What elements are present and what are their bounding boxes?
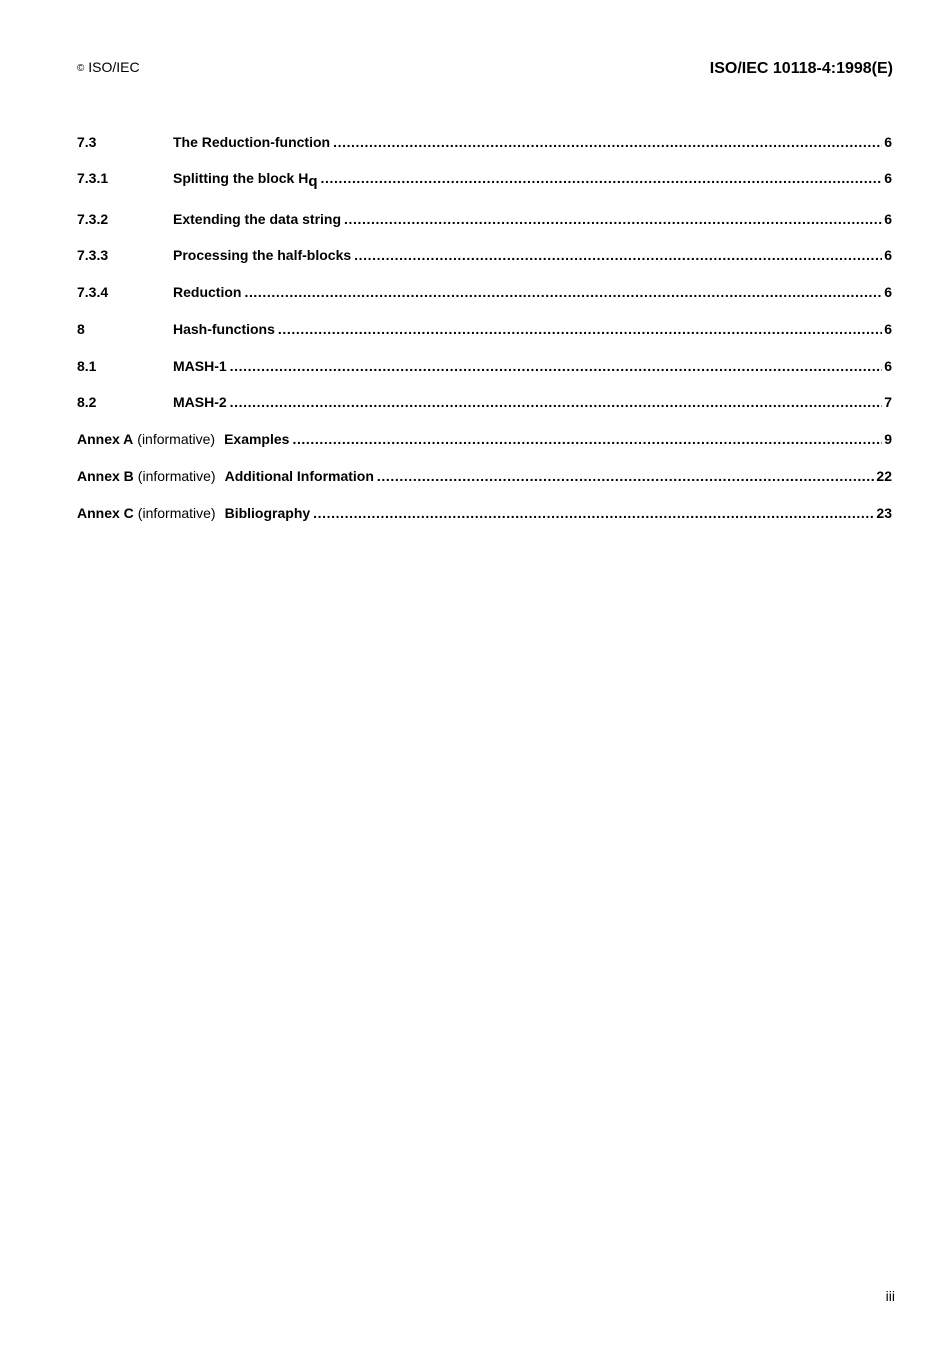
toc-entry-title (173, 168, 318, 188)
header-owner: ISO/IEC (88, 59, 140, 75)
toc-entry-page: 6 (884, 134, 892, 150)
annex-label: Annex A (77, 431, 134, 447)
annex-label: Annex B (77, 468, 134, 484)
toc-leader-dots (333, 132, 882, 152)
toc-entry-title: MASH-1 (173, 358, 227, 374)
toc-entry-page: 6 (884, 211, 892, 227)
toc-entry-title: Reduction (173, 284, 242, 300)
toc-entry-7-3-3[interactable] (77, 245, 892, 265)
toc-entry-title: Hash-functions (173, 321, 275, 337)
toc-entry-page: 6 (884, 358, 892, 374)
toc-leader-dots (377, 466, 875, 486)
toc-entry-page: 7 (884, 394, 892, 410)
toc-entry-title: MASH-2 (173, 394, 227, 410)
toc-entry-7-3[interactable] (77, 132, 892, 152)
annex-label: Annex C (77, 505, 134, 521)
toc-entry-title: The Reduction-function (173, 134, 331, 150)
page-number: iii (885, 1288, 895, 1304)
toc-entry-7-3-4[interactable] (77, 282, 892, 302)
toc-entry-page: 22 (876, 468, 892, 484)
toc-leader-dots (321, 168, 883, 188)
toc-leader-dots (354, 245, 882, 265)
toc-entry-8-2[interactable] (77, 392, 892, 412)
toc-leader-dots (278, 319, 882, 339)
toc-entry-7-3-1[interactable] (77, 168, 892, 188)
toc-entry-number: 7.3.1 (77, 170, 109, 186)
toc-leader-dots (344, 209, 882, 229)
toc-entry-page: 9 (884, 431, 892, 447)
toc-leader-dots (313, 503, 874, 523)
toc-entry-7-3-2[interactable] (77, 209, 892, 229)
toc-leader-dots (230, 392, 883, 412)
toc-entry-title: Examples (224, 431, 290, 447)
toc-entry-annex-b[interactable] (77, 466, 892, 486)
subscript-q: q (308, 173, 318, 190)
copyright-symbol: © (77, 63, 85, 74)
annex-qualifier: (informative) (137, 431, 216, 447)
toc-leader-dots (244, 282, 882, 302)
toc-entry-annex-a[interactable] (77, 429, 892, 449)
toc-entry-annex-c[interactable] (77, 503, 892, 523)
toc-entry-page: 6 (884, 284, 892, 300)
toc-entry-number: 7.3.4 (77, 284, 109, 300)
toc-entry-title: Additional Information (224, 468, 374, 484)
toc-entry-number: 7.3.2 (77, 211, 109, 227)
toc-entry-page: 23 (876, 505, 892, 521)
toc-entry-number: 7.3.3 (77, 247, 109, 263)
toc-entry-8[interactable] (77, 319, 892, 339)
toc-entry-number: 7.3 (77, 134, 97, 150)
toc-entry-title: Extending the data string (173, 211, 342, 227)
annex-qualifier: (informative) (137, 505, 216, 521)
toc-leader-dots (230, 356, 883, 376)
toc-entry-title-text: Splitting the block H (173, 170, 309, 186)
toc-leader-dots (292, 429, 882, 449)
toc-entry-number: 8.1 (77, 358, 97, 374)
toc-entry-title: Processing the half-blocks (173, 247, 352, 263)
toc-entry-number: 8.2 (77, 394, 97, 410)
toc-entry-page: 6 (884, 170, 892, 186)
toc-entry-page: 6 (884, 321, 892, 337)
annex-qualifier: (informative) (137, 468, 216, 484)
toc-entry-title: Bibliography (224, 505, 311, 521)
toc-entry-8-1[interactable] (77, 356, 892, 376)
toc-entry-page: 6 (884, 247, 892, 263)
document-id: ISO/IEC 10118-4:1998(E) (709, 60, 893, 77)
toc-entry-number: 8 (77, 321, 85, 337)
header-copyright (77, 59, 140, 77)
